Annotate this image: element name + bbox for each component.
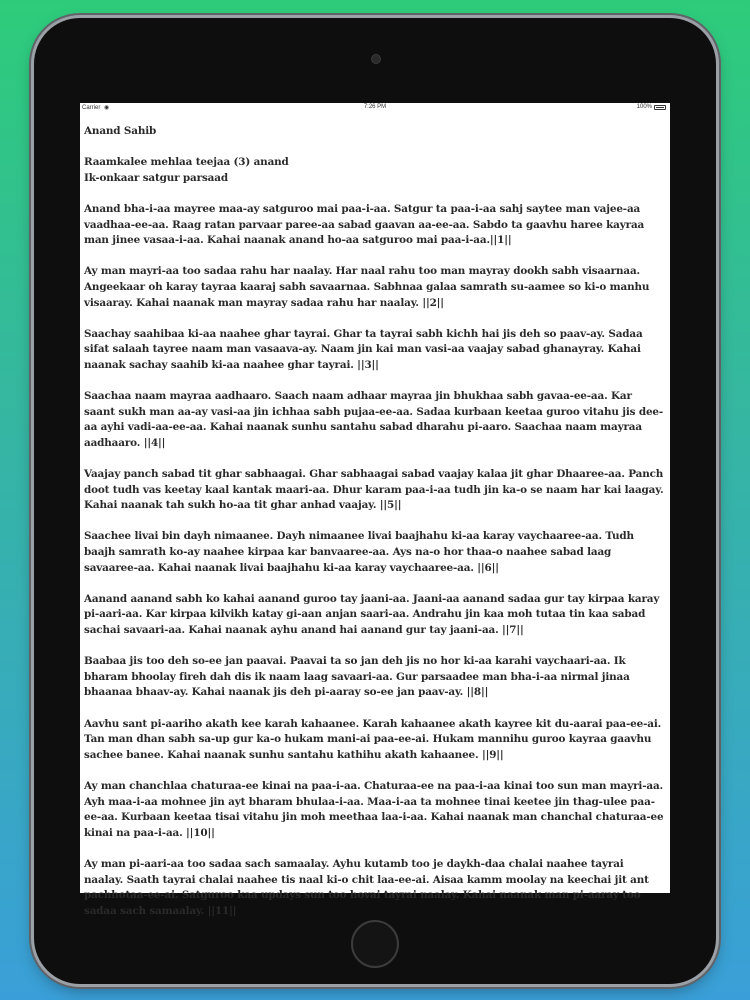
tablet-frame <box>34 18 716 984</box>
carrier-label: Carrier <box>82 105 101 111</box>
subtitle-line: Ik-onkaar satgur parsaad <box>84 171 228 184</box>
document-subtitle <box>84 155 664 186</box>
verse-paragraph: Saachee livai bin dayh nimaanee. Dayh nimaanee livai baajhahu ki-aa karay vaychaaree-aa. Tudh baajh samrath ko-ay naahee kirpaa kar banvaaree-aa. Ays na-o hor thaa-o naahee sabad laag savaaree-aa. Kahai naanak livai baajhahu ki-aa karay vaychaaree-aa. ||6|| <box>84 530 634 574</box>
battery-icon <box>654 105 666 110</box>
verse-paragraph: Baabaa jis too deh so-ee jan paavai. Paavai ta so jan deh jis no hor ki-aa karahi vaychaari-aa. Ik bharam bhoolay fireh dah dis ik naam laag savaari-aa. Gur parsaadee man bha-i-aa nirmal jinaa bhaanaa bhaav-ay. Kahai naanak jis deh pi-aaray so-ee jan paav-ay. ||8|| <box>84 655 630 699</box>
subtitle-line: Raamkalee mehlaa teejaa (3) anand <box>84 156 289 169</box>
status-time: 7:26 PM <box>363 104 387 110</box>
verse-paragraph: Saachay saahibaa ki-aa naahee ghar tayrai. Ghar ta tayrai sabh kichh hai jis deh so paav-ay. Sadaa sifat salaah tayree naam man vasaava-ay. Naam jin kai man vasi-aa vaajay sabad ghanayray. Kahai naanak sachay saahib ki-aa naahee ghar tayrai. ||3|| <box>84 327 643 371</box>
battery-percent: 100% <box>636 104 652 110</box>
front-camera <box>371 54 381 64</box>
wifi-icon: ◉ <box>104 105 110 111</box>
battery-indicator <box>637 104 666 110</box>
verse-paragraph: Aanand aanand sabh ko kahai aanand guroo tay jaani-aa. Jaani-aa aanand sadaa gur tay kirpaa karay pi-aari-aa. Kar kirpaa kilvikh katay gi-aan anjan saari-aa. Andrahu jin kaa moh tutaa tin kaa sabad sachai savaari-aa. Kahai naanak ayhu anand hai aanand gur tay jaani-aa. ||7|| <box>84 592 660 636</box>
verse-paragraph: Aavhu sant pi-aariho akath kee karah kahaanee. Karah kahaanee akath kayree kit du-aarai paa-ee-ai. Tan man dhan sabh sa-up gur ka-o hukam mani-ai paa-ee-ai. Hukam mannihu guroo kayraa gaavhu sachee banee. Kahai naanak sunhu santahu kathihu akath kahaanee. ||9|| <box>84 717 662 761</box>
verse-paragraph: Ay man mayri-aa too sadaa rahu har naalay. Har naal rahu too man mayray dookh sabh visaarnaa. Angeekaar oh karay tayraa kaaraj sabh savaarnaa. Sabhnaa galaa samrath su-aamee so ki-o manhu visaaray. Kahai naanak man mayray sadaa rahu har naalay. ||2|| <box>84 265 650 309</box>
verse-paragraph: Vaajay panch sabad tit ghar sabhaagai. Ghar sabhaagai sabad vaajay kalaa jit ghar Dhaaree-aa. Panch doot tudh vas keetay kaal kantak maari-aa. Dhur karam paa-i-aa tudh jin ka-o se naam har kai laagay. Kahai naanak tah sukh ho-aa tit ghar anhad vaajay. ||5|| <box>84 468 664 512</box>
scripture-text-view[interactable] <box>80 113 670 919</box>
status-bar <box>80 103 670 113</box>
home-button[interactable] <box>351 920 399 968</box>
verse-paragraph: Anand bha-i-aa mayree maa-ay satguroo mai paa-i-aa. Satgur ta paa-i-aa sahj saytee man vajee-aa vaadhaa-ee-aa. Raag ratan parvaar paree-aa sabad gaavan aa-ee-aa. Sabdo ta gaavhu haree kayraa man jinee vasaa-i-aa. Kahai naanak anand ho-aa satguroo mai paa-i-aa.||1|| <box>84 202 645 247</box>
app-screen <box>80 103 670 917</box>
verse-paragraph: Ay man chanchlaa chaturaa-ee kinai na paa-i-aa. Chaturaa-ee na paa-i-aa kinai too sun man mayri-aa. Ayh maa-i-aa mohnee jin ayt bharam bhulaa-i-aa. Maa-i-aa ta mohnee tinai keetee jin thag-ulee paa-ee-aa. Kurbaan keetaa tisai vitahu jin moh meethaa laa-i-aa. Kahai naanak man chanchal chaturaa-ee kinai na paa-i-aa. ||10|| <box>84 779 664 839</box>
verse-paragraph: Saachaa naam mayraa aadhaaro. Saach naam adhaar mayraa jin bhukhaa sabh gavaa-ee-aa. Kar saant sukh man aa-ay vasi-aa jin ichhaa sabh pujaa-ee-aa. Sadaa kurbaan keetaa guroo vitahu jis dee-aa ayhi vadi-aa-ee-aa. Kahai naanak sunhu santahu sabad dharahu pi-aaro. Saachaa naam mayraa aadhaaro. ||4|| <box>84 390 664 449</box>
verse-paragraph: Ay man pi-aari-aa too sadaa sach samaalay. Ayhu kutamb too je daykh-daa chalai naahee tayrai naalay. Saath tayrai chalai naahee tis naal ki-o chit laa-ee-ai. Aisaa kamm moolay na keechai jit ant pachhotaa-ee-ai. Satguroo kaa updays sun too hovai tayrai naalay. Kahai naanak man pi-aaray too sadaa sach samaalay. ||11|| <box>84 857 649 917</box>
document-title: Anand Sahib <box>84 125 157 137</box>
